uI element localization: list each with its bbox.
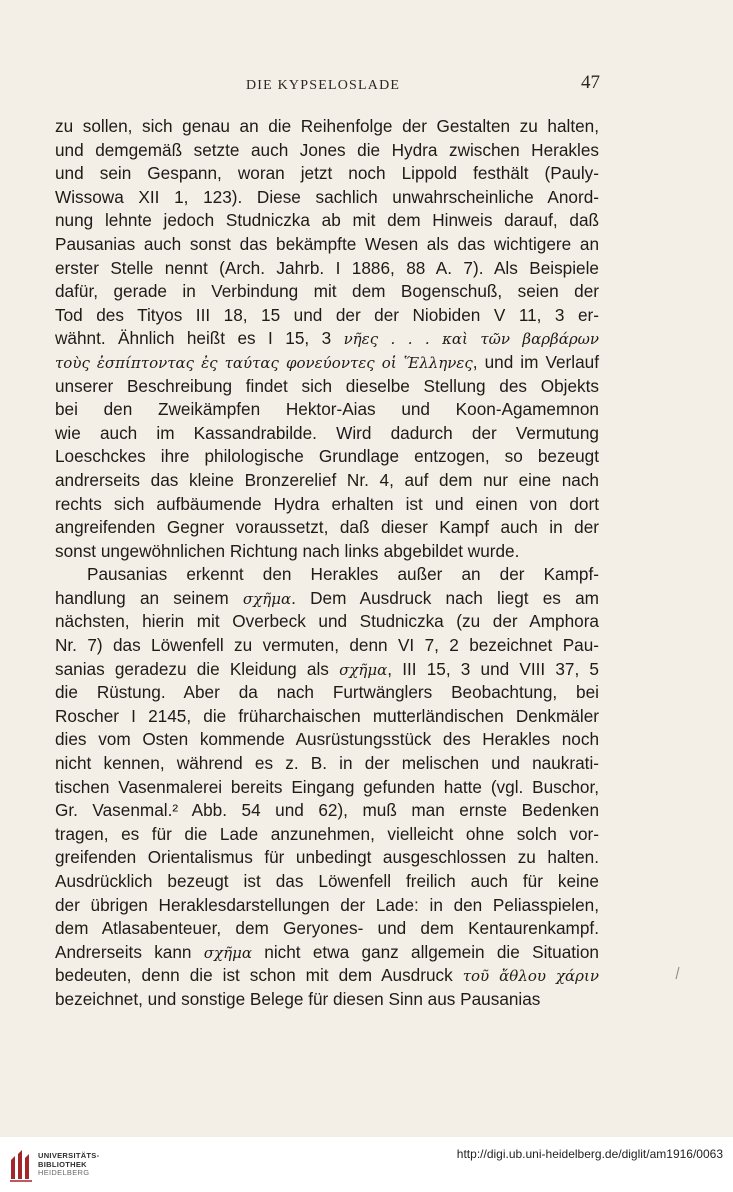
body-text xyxy=(55,115,599,1012)
text-line: nicht kennen, während es z. B. in der melischen und naukrati- xyxy=(55,753,599,774)
text-line: erster Stelle nennt (Arch. Jahrb. I 1886, 88 A. 7). Als Beispiele xyxy=(55,257,599,278)
source-url-link[interactable]: http://digi.ub.uni-heidelberg.de/diglit/am1916/0063 xyxy=(456,1147,723,1161)
text-line: wie auch im Kassandrabilde. Wird dadurch der Vermutung xyxy=(55,422,599,443)
greek-text: τοὺς ἐσπίπτοντας ἐς ταύτας φονεύοντες οἱ Ἕλληνες xyxy=(55,353,473,372)
text-line: die Rüstung. Aber da nach Furtwänglers Beobachtung, bei xyxy=(55,682,599,703)
text-line: τοὺς ἐσπίπτοντας ἐς ταύτας φονεύοντες οἱ Ἕλληνες, und im Verlauf xyxy=(55,351,599,372)
library-name-line3: HEIDELBERG xyxy=(38,1168,90,1178)
text-line: Tod des Tityos III 18, 15 und der der Niobiden V 11, 3 er- xyxy=(55,304,599,325)
text-line: unserer Beschreibung findet sich dieselbe Stellung des Objekts xyxy=(55,375,599,396)
text-line: und demgemäß setzte auch Jones die Hydra zwischen Herakles xyxy=(55,139,599,160)
text-line: bezeichnet, und sonstige Belege für diesen Sinn aus Pausanias xyxy=(55,988,541,1009)
text-line: Andrerseits kann σχῆμα nicht etwa ganz allgemein die Situation xyxy=(55,941,599,962)
text-line: bei den Zweikämpfen Hektor-Aias und Koon-Agamemnon xyxy=(55,399,599,420)
text-line: Loeschckes ihre philologische Grundlage entzogen, so bezeugt xyxy=(55,446,599,467)
text-line: und sein Gespann, woran jetzt noch Lippold festhält (Pauly- xyxy=(55,163,599,184)
library-name-line1: UNIVERSITÄTS- xyxy=(38,1151,100,1160)
text-line: Gr. Vasenmal.² Abb. 54 und 62), muß man ernste Bedenken xyxy=(55,800,599,821)
running-title: DIE KYPSELOSLADE xyxy=(246,78,401,93)
text-line: zu sollen, sich genau an die Reihenfolge der Gestalten zu halten, xyxy=(55,116,599,136)
library-logo[interactable] xyxy=(8,1148,118,1184)
text-line: sonst ungewöhnlichen Richtung nach links abgebildet wurde. xyxy=(55,540,520,561)
text-line: der übrigen Heraklesdarstellungen der Lade: in den Peliasspielen, xyxy=(55,894,599,915)
greek-text: νῆες . . . καὶ τῶν βαρβάρων xyxy=(343,330,599,349)
text-line: wähnt. Ähnlich heißt es I 15, 3 νῆες . . . καὶ τῶν βαρβάρων xyxy=(55,328,599,349)
text-line: Ausdrücklich bezeugt ist das Löwenfell freilich auch für keine xyxy=(55,871,599,891)
text-line: Pausanias auch sonst das bekämpfte Wesen als das wichtigere an xyxy=(55,233,599,254)
text-line: handlung an seinem σχῆμα. Dem Ausdruck nach liegt es am xyxy=(55,587,599,608)
text-line: Pausanias erkennt den Herakles außer an der Kampf- xyxy=(87,564,599,585)
text-line: Roscher I 2145, die früharchaischen mutterländischen Denkmäler xyxy=(55,705,599,726)
text-line: dafür, gerade in Verbindung mit dem Bogenschuß, seien der xyxy=(55,281,599,302)
text-line: Wissowa XII 1, 123). Diese sachlich unwahrscheinliche Anord- xyxy=(55,186,599,207)
library-emblem-icon xyxy=(8,1148,36,1182)
greek-text: σχῆμα xyxy=(203,943,252,962)
greek-text: τοῦ ἄθλου χάριν xyxy=(462,967,599,986)
text-line: Nr. 7) das Löwenfell zu vermuten, denn VI 7, 2 bezeichnet Pau- xyxy=(55,635,599,656)
text-line: dem Atlasabenteuer, dem Geryones- und dem Kentaurenkampf. xyxy=(55,918,599,939)
text-line: bedeuten, denn die ist schon mit dem Ausdruck τοῦ ἄθλου χάριν xyxy=(55,965,599,986)
text-line: angreifenden Gegner voraussetzt, daß dieser Kampf auch in der xyxy=(55,517,599,538)
greek-text: σχῆμα xyxy=(242,589,292,608)
text-line: tischen Vasenmalerei bereits Eingang gefunden hatte (vgl. Buschor, xyxy=(55,776,599,797)
page-number: 47 xyxy=(581,72,600,93)
library-name-line2: BIBLIOTHEK xyxy=(38,1159,87,1169)
text-line: nung lehnte jedoch Studniczka ab mit dem Hinweis darauf, daß xyxy=(55,210,599,231)
text-line: greifenden Orientalismus für unbedingt ausgeschlossen zu halten. xyxy=(55,847,599,868)
text-line: andrerseits das kleine Bronzerelief Nr. 4, auf dem nur eine nach xyxy=(55,469,599,490)
text-line: nächsten, hierin mit Overbeck und Studniczka (zu der Amphora xyxy=(55,611,599,632)
pencil-mark-icon xyxy=(673,966,683,985)
text-line: dies vom Osten kommende Ausrüstungsstück des Herakles noch xyxy=(55,729,599,750)
text-line: tragen, es für die Lade anzunehmen, vielleicht ohne solch vor- xyxy=(55,823,599,844)
greek-text: σχῆμα xyxy=(339,660,388,679)
text-line: sanias geradezu die Kleidung als σχῆμα, III 15, 3 und VIII 37, 5 xyxy=(55,658,599,679)
text-line: rechts sich aufbäumende Hydra erhalten ist und einen von dort xyxy=(55,493,599,514)
